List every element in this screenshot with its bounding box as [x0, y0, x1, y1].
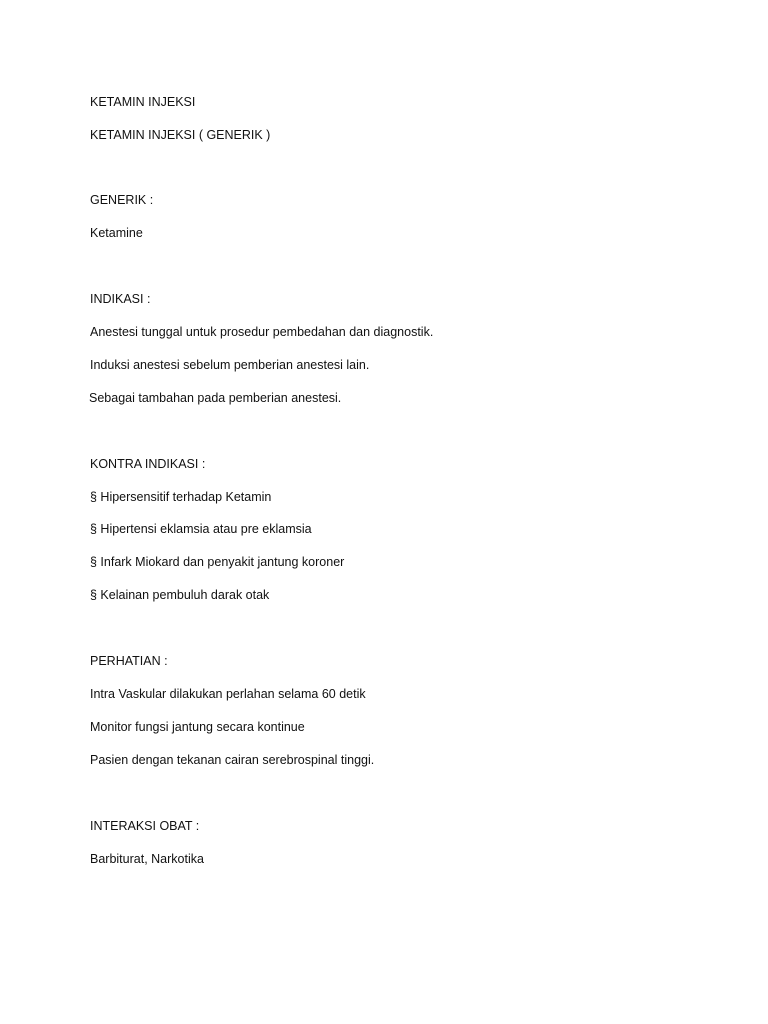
interaksi-obat-value: Barbiturat, Narkotika	[90, 852, 204, 866]
document-subtitle: KETAMIN INJEKSI ( GENERIK )	[90, 128, 271, 142]
document-title: KETAMIN INJEKSI	[90, 95, 196, 109]
perhatian-item: Pasien dengan tekanan cairan serebrospinal tinggi.	[90, 753, 375, 767]
indikasi-heading: INDIKASI :	[90, 292, 151, 306]
kontra-indikasi-item: § Hipertensi eklamsia atau pre eklamsia	[90, 522, 312, 536]
kontra-indikasi-heading: KONTRA INDIKASI :	[90, 457, 206, 471]
generik-value: Ketamine	[90, 226, 143, 240]
indikasi-item: Induksi anestesi sebelum pemberian anestesi lain.	[90, 358, 370, 372]
perhatian-heading: PERHATIAN :	[90, 654, 168, 668]
indikasi-item: Sebagai tambahan pada pemberian anestesi.	[89, 391, 342, 405]
kontra-indikasi-item: § Kelainan pembuluh darak otak	[90, 588, 270, 602]
kontra-indikasi-item: § Infark Miokard dan penyakit jantung koroner	[90, 555, 345, 569]
interaksi-obat-heading: INTERAKSI OBAT :	[90, 819, 200, 833]
indikasi-item: Anestesi tunggal untuk prosedur pembedahan dan diagnostik.	[90, 325, 434, 339]
perhatian-item: Intra Vaskular dilakukan perlahan selama 60 detik	[90, 687, 366, 701]
perhatian-item: Monitor fungsi jantung secara kontinue	[90, 720, 305, 734]
generik-heading: GENERIK :	[90, 193, 154, 207]
kontra-indikasi-item: § Hipersensitif terhadap Ketamin	[90, 490, 272, 504]
